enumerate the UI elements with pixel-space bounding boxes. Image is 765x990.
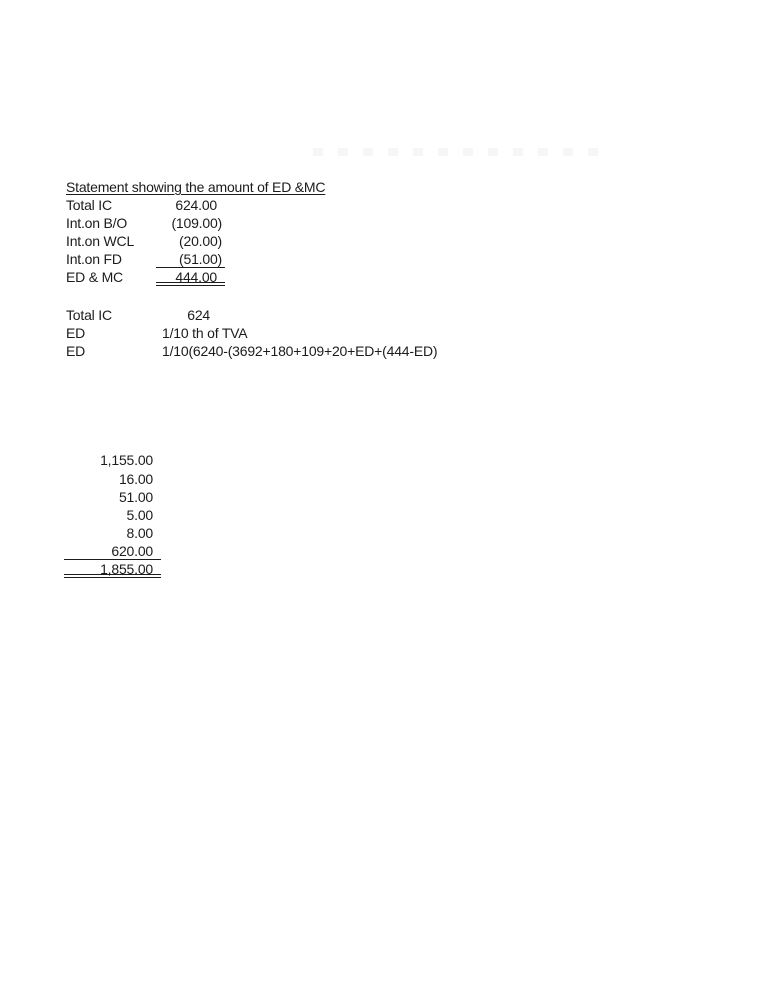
statement-row [66,214,225,232]
derivation-row [66,342,437,360]
calc-row [64,488,161,506]
row-value-single-rule: (51.00) [156,250,225,268]
calc-value: 5.00 [126,507,153,523]
statement-title: Statement showing the amount of ED &MC [66,179,326,195]
statement-row [66,268,225,286]
row-formula: 1/10(6240-(3692+180+109+20+ED+(444-ED) [162,343,438,359]
calc-value: 51.00 [118,489,153,505]
row-value: (20.00) [179,233,222,249]
row-label: Int.on FD [66,251,122,267]
statement-row [66,232,225,250]
calc-value: 8.00 [126,525,153,541]
row-label: ED [66,343,86,359]
statement-row [66,196,225,214]
calc-row [64,470,161,488]
row-value: 624.00 [175,197,217,213]
page-break-dashed-line [313,148,608,156]
calc-value: 1,155.00 [100,452,153,468]
calc-row [64,506,161,524]
calc-row [64,560,161,578]
derivation-row [66,324,247,342]
row-label: ED & MC [66,269,123,285]
calc-total-double-rule: 1,855.00 [64,560,161,578]
row-label: Total IC [66,197,112,213]
calc-row [64,524,161,542]
statement-row [66,250,225,268]
row-text: 1/10 th of TVA [162,325,248,341]
row-value: (109.00) [171,215,222,231]
calc-value-single-rule: 620.00 [64,542,161,560]
calc-row [64,451,161,469]
row-value-double-rule: 444.00 [156,268,225,286]
row-label: ED [66,325,86,341]
row-label: Int.on WCL [66,233,135,249]
row-label: Total IC [66,307,112,323]
row-label: Int.on B/O [66,215,128,231]
calc-value: 16.00 [118,471,153,487]
row-value: 624 [187,307,210,323]
calc-row [64,542,161,560]
derivation-row [66,306,210,324]
